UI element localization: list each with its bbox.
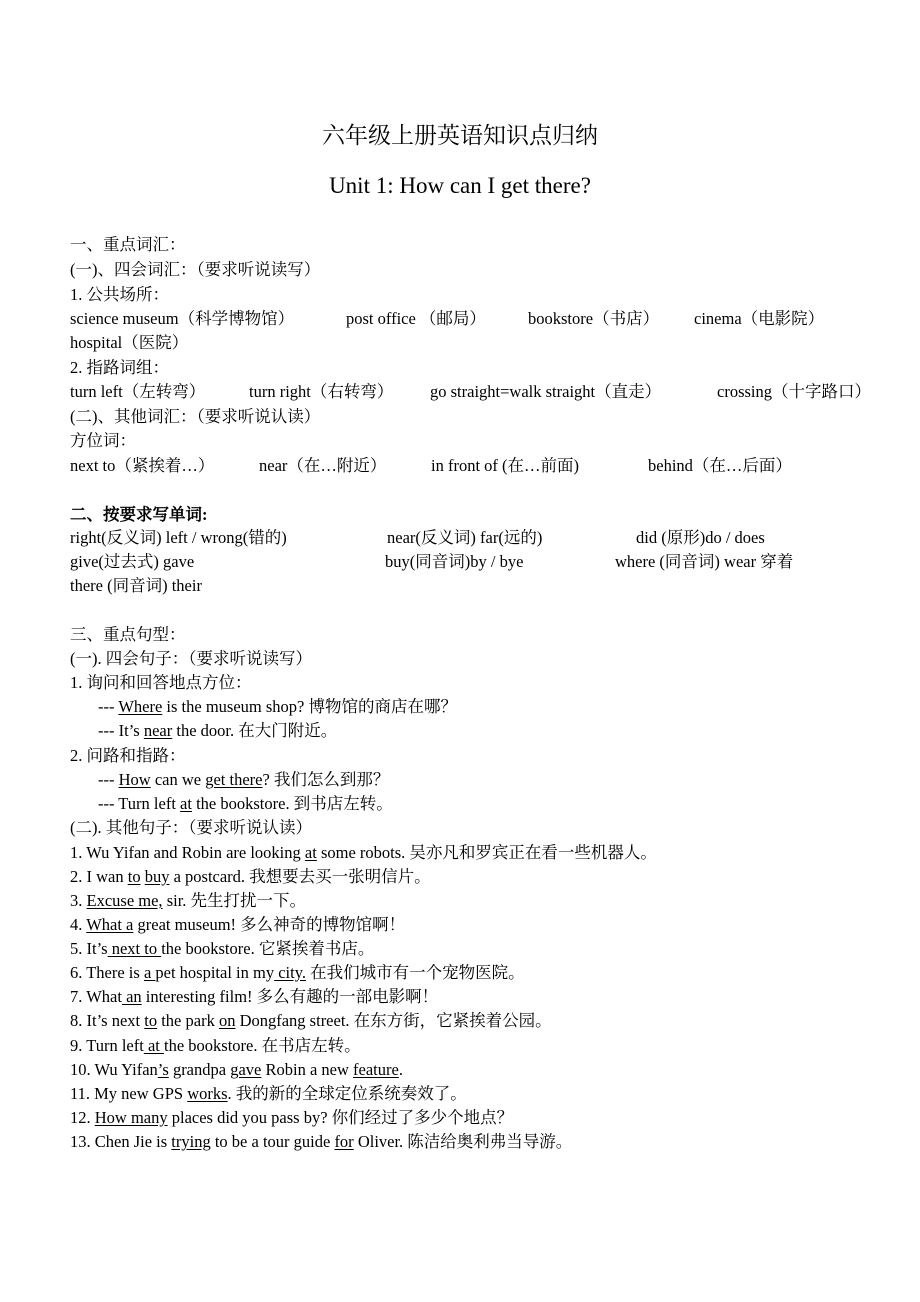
text-run: interesting film! 多么有趣的一部电影啊！: [141, 987, 439, 1006]
word-pair: did (原形)do / does: [636, 528, 765, 547]
text-run: some robots. 吴亦凡和罗宾正在看一些机器人。: [316, 843, 657, 862]
underlined-keyword: next to: [107, 939, 162, 958]
text-run: 2. I wan: [70, 867, 128, 886]
text-run: great museum! 多么神奇的博物馆啊！: [133, 915, 406, 934]
direction-term: go straight=walk straight（直走）: [430, 382, 662, 401]
sentence-item: [70, 866, 431, 888]
position-term: near（在…附近）: [259, 456, 387, 475]
text-run: 1. Wu Yifan and Robin are looking: [70, 843, 305, 862]
text-run: sir. 先生打扰一下。: [162, 891, 307, 910]
underlined-keyword: How: [118, 770, 151, 789]
section1-heading: 一、重点词汇：: [70, 235, 186, 254]
text-run: Dongfang street. 在东方街，它紧挨着公园。: [235, 1011, 552, 1030]
section3-sub1: (一). 四会句子：（要求听说读写）: [70, 649, 312, 668]
text-run: a postcard. 我想要去买一张明信片。: [169, 867, 431, 886]
sentence-item: [70, 1035, 361, 1057]
section3-item2: 2. 问路和指路：: [70, 746, 186, 765]
section2-heading: 二、按要求写单词:: [70, 505, 208, 524]
underlined-keyword: What a: [86, 915, 134, 934]
sentence-item: [70, 1059, 403, 1081]
word-pair: right(反义词) left / wrong(错的): [70, 528, 287, 547]
text-run: the bookstore. 到书店左转。: [191, 794, 393, 813]
text-run: 9. Turn left: [70, 1036, 144, 1055]
section3-heading: 三、重点句型：: [70, 625, 186, 644]
text-run: .: [398, 1060, 403, 1079]
underlined-keyword: to: [144, 1011, 158, 1030]
text-run: --- It’s: [98, 721, 144, 740]
underlined-keyword: ’s: [157, 1060, 169, 1079]
text-run: the bookstore. 它紧挨着书店。: [161, 939, 375, 958]
text-run: ? 我们怎么到那？: [262, 770, 390, 789]
text-run: 6. There is: [70, 963, 144, 982]
text-run: 12.: [70, 1108, 95, 1127]
section1-item1: 1. 公共场所：: [70, 285, 169, 304]
underlined-keyword: How many: [94, 1108, 168, 1127]
text-run: is the museum shop? 博物馆的商店在哪？: [162, 697, 457, 716]
text-run: the park: [157, 1011, 219, 1030]
sentence-item: [70, 890, 306, 912]
underlined-keyword: on: [218, 1011, 236, 1030]
position-term: in front of (在…前面): [431, 456, 580, 475]
sentence-item: [70, 842, 657, 864]
word-pair: where (同音词) wear 穿着: [615, 552, 794, 571]
direction-term: crossing（十字路口）: [717, 382, 871, 401]
text-run: can we: [150, 770, 206, 789]
place-term: post office （邮局）: [346, 309, 486, 328]
sentence-item: [70, 1083, 467, 1105]
underlined-keyword: get there: [205, 770, 263, 789]
sentence-item: [70, 1107, 513, 1129]
dialogue-question: [98, 696, 457, 718]
words-row-1: [70, 527, 910, 549]
text-run: the bookstore. 在书店左转。: [163, 1036, 361, 1055]
underlined-keyword: to: [127, 867, 141, 886]
word-pair: near(反义词) far(远的): [387, 528, 543, 547]
sentence-item: [70, 1131, 572, 1153]
position-term: behind（在…后面）: [648, 456, 792, 475]
text-run: to be a tour guide: [210, 1132, 335, 1151]
underlined-keyword: at: [304, 843, 317, 862]
text-run: --- Turn left: [98, 794, 181, 813]
text-run: Oliver. 陈洁给奥利弗当导游。: [353, 1132, 573, 1151]
text-run: ---: [98, 697, 119, 716]
text-run: places did you pass by? 你们经过了多少个地点？: [167, 1108, 514, 1127]
underlined-keyword: city.: [274, 963, 307, 982]
text-run: the door. 在大门附近。: [172, 721, 338, 740]
section1-item2: 2. 指路词组：: [70, 358, 169, 377]
underlined-keyword: trying: [171, 1132, 211, 1151]
underlined-keyword: near: [143, 721, 173, 740]
underlined-keyword: Excuse me,: [86, 891, 163, 910]
text-run: 13. Chen Jie is: [70, 1132, 172, 1151]
directions-row: [70, 381, 910, 403]
words-row-3: there (同音词) their: [70, 576, 202, 595]
place-term: cinema（电影院）: [694, 309, 825, 328]
places-row-2: hospital（医院）: [70, 333, 189, 352]
sentence-item: [70, 938, 374, 960]
sentence-item: [70, 1010, 552, 1032]
dialogue-answer: [98, 793, 393, 815]
text-run: ---: [98, 770, 119, 789]
places-row: [70, 308, 910, 330]
section3-item1: 1. 询问和回答地点方位：: [70, 673, 252, 692]
text-run: 10. Wu Yifan: [70, 1060, 158, 1079]
words-row-2: [70, 551, 910, 573]
sentence-item: [70, 986, 438, 1008]
text-run: 在我们城市有一个宠物医院。: [306, 963, 525, 982]
word-pair: give(过去式) gave: [70, 552, 195, 571]
positions-label: 方位词：: [70, 431, 136, 450]
direction-term: turn right（右转弯）: [249, 382, 394, 401]
underlined-keyword: gave: [230, 1060, 262, 1079]
text-run: 3.: [70, 891, 87, 910]
underlined-keyword: for: [334, 1132, 354, 1151]
text-run: Robin a new: [261, 1060, 354, 1079]
word-pair: buy(同音词)by / bye: [385, 552, 524, 571]
underlined-keyword: an: [121, 987, 142, 1006]
section1-sub1: (一)、四会词汇：（要求听说读写）: [70, 260, 321, 279]
underlined-keyword: a: [143, 963, 156, 982]
underlined-keyword: Where: [118, 697, 163, 716]
text-run: 7. What: [70, 987, 122, 1006]
direction-term: turn left（左转弯）: [70, 382, 206, 401]
positions-row: [70, 455, 910, 477]
underlined-keyword: feature: [353, 1060, 399, 1079]
text-run: 4.: [70, 915, 87, 934]
underlined-keyword: at: [143, 1036, 164, 1055]
text-run: 5. It’s: [70, 939, 108, 958]
unit-title: Unit 1: How can I get there?: [329, 173, 591, 198]
section3-sub2: (二). 其他句子：（要求听说认读）: [70, 818, 312, 837]
sentence-item: [70, 962, 525, 984]
underlined-keyword: buy: [144, 867, 170, 886]
place-term: science museum（科学博物馆）: [70, 309, 295, 328]
document-title: 六年级上册英语知识点归纳: [322, 123, 598, 148]
place-term: bookstore（书店）: [528, 309, 660, 328]
underlined-keyword: at: [180, 794, 192, 813]
position-term: next to（紧挨着…）: [70, 456, 215, 475]
dialogue-question: [98, 769, 389, 791]
text-run: . 我的新的全球定位系统奏效了。: [227, 1084, 467, 1103]
dialogue-answer: [98, 720, 337, 742]
text-run: grandpa: [168, 1060, 231, 1079]
underlined-keyword: works: [187, 1084, 228, 1103]
sentence-item: [70, 914, 405, 936]
text-run: 11. My new GPS: [70, 1084, 188, 1103]
section1-sub2: (二)、其他词汇：（要求听说认读）: [70, 407, 321, 426]
text-run: 8. It’s next: [70, 1011, 145, 1030]
text-run: pet hospital in my: [155, 963, 275, 982]
